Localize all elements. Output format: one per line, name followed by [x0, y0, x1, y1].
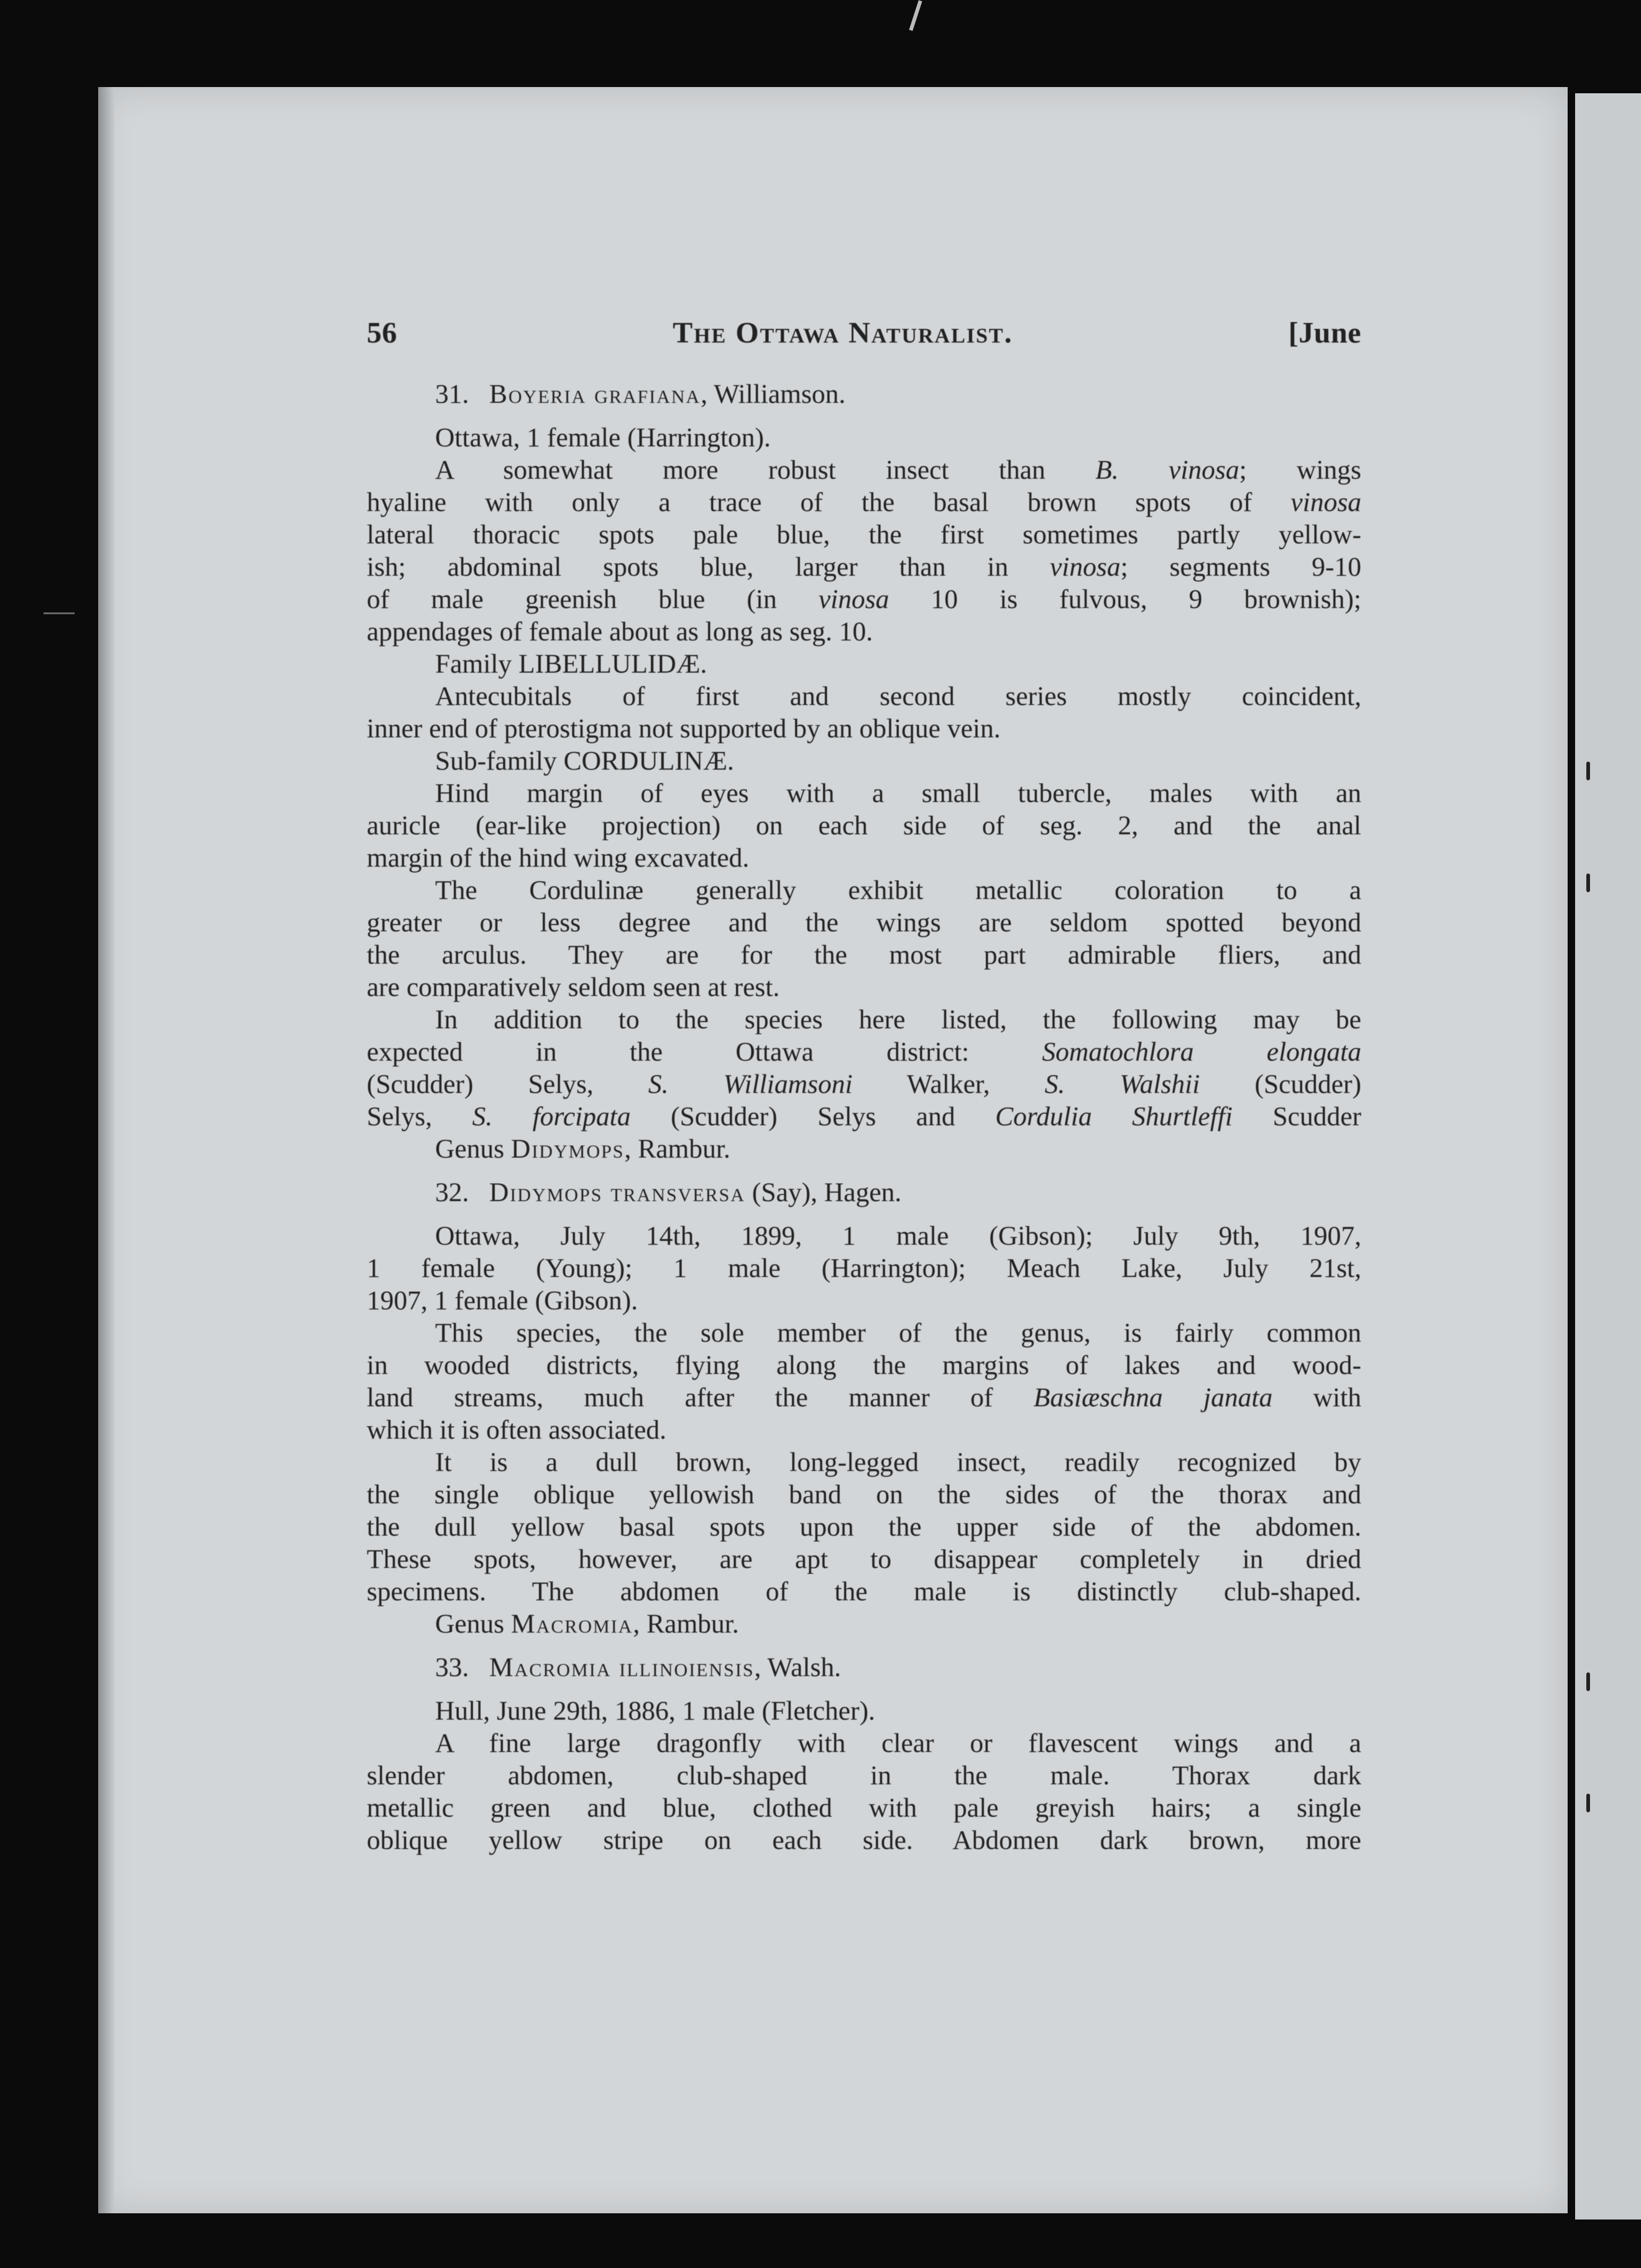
text-line: metallic green and blue, clothed with pale greyish hairs; a single [367, 1793, 1361, 1823]
genus-heading: Genus Didymops, Rambur. [435, 1134, 730, 1164]
text-line: In addition to the species here listed, the following may be [435, 1005, 1361, 1035]
text-line: Antecubitals of first and second series mostly coincident, [435, 681, 1361, 711]
locality-record: 1907, 1 female (Gibson). [367, 1286, 638, 1316]
locality-record: Ottawa, 1 female (Harrington). [435, 423, 771, 453]
text-line: slender abdomen, club-shaped in the male. Thorax dark [367, 1761, 1361, 1791]
text-line: which it is often associated. [367, 1415, 667, 1445]
text-line: of male greenish blue (in vinosa 10 is fulvous, 9 brownish); [367, 584, 1361, 614]
adjacent-page-mark [1586, 1794, 1590, 1812]
text-line: (Scudder) Selys, S. Williamsoni Walker, S. Walshii (Scudder) [367, 1069, 1362, 1099]
species-heading: 31. Boyeria grafiana, Williamson. [435, 379, 846, 409]
text-line: the arculus. They are for the most part admirable fliers, and [367, 940, 1361, 970]
adjacent-page-mark [1586, 874, 1590, 892]
page-text [367, 317, 1361, 1856]
locality-record: Hull, June 29th, 1886, 1 male (Fletcher). [435, 1696, 875, 1726]
text-line: the dull yellow basal spots upon the upper side of the abdomen. [367, 1512, 1361, 1542]
page-edge-shadow [98, 87, 114, 2213]
text-line: in wooded districts, flying along the margins of lakes and wood- [367, 1350, 1361, 1380]
text-line: auricle (ear-like projection) on each side of seg. 2, and the anal [367, 811, 1361, 841]
text-line: the single oblique yellowish band on the sides of the thorax and [367, 1480, 1361, 1510]
text-line: hyaline with only a trace of the basal brown spots of vinosa [367, 487, 1361, 517]
issue-label: [June [1288, 316, 1361, 349]
family-heading: Family LIBELLULIDÆ. [435, 649, 707, 679]
page-gutter [1569, 93, 1575, 2220]
adjacent-page-strip [1575, 93, 1641, 2220]
text-line: expected in the Ottawa district: Somatochlora elongata [367, 1037, 1361, 1067]
journal-title: The Ottawa Naturalist. [673, 316, 1013, 349]
page-number: 56 [367, 316, 397, 349]
text-line: Hind margin of eyes with a small tubercle, males with an [435, 778, 1361, 808]
genus-heading: Genus Macromia, Rambur. [435, 1609, 739, 1639]
species-heading: 32. Didymops transversa (Say), Hagen. [435, 1178, 902, 1207]
text-line: inner end of pterostigma not supported by an oblique vein. [367, 714, 1001, 744]
subfamily-heading: Sub-family CORDULINÆ. [435, 746, 734, 776]
locality-record: Ottawa, July 14th, 1899, 1 male (Gibson); July 9th, 1907, [435, 1221, 1361, 1251]
text-line: specimens. The abdomen of the male is distinctly club-shaped. [367, 1577, 1361, 1606]
text-line: Selys, S. forcipata (Scudder) Selys and Cordulia Shurtleffi Scudder [367, 1102, 1362, 1132]
locality-record: 1 female (Young); 1 male (Harrington); Meach Lake, July 21st, [367, 1253, 1361, 1283]
text-line: ish; abdominal spots blue, larger than in vinosa; segments 9-10 [367, 552, 1361, 582]
text-line: These spots, however, are apt to disappear completely in dried [367, 1544, 1361, 1574]
text-line: lateral thoracic spots pale blue, the first sometimes partly yellow- [367, 520, 1361, 550]
adjacent-page-mark [1586, 1672, 1590, 1691]
text-line: greater or less degree and the wings are seldom spotted beyond [367, 908, 1361, 938]
text-line: land streams, much after the manner of Basiæschna janata with [367, 1383, 1361, 1413]
running-header [367, 317, 1361, 349]
text-line: This species, the sole member of the genus, is fairly common [435, 1318, 1361, 1348]
scan-mark [44, 612, 75, 614]
species-heading: 33. Macromia illinoiensis, Walsh. [435, 1653, 842, 1682]
text-line: margin of the hind wing excavated. [367, 843, 750, 873]
text-line: appendages of female about as long as seg. 10. [367, 617, 873, 647]
text-line: The Cordulinæ generally exhibit metallic coloration to a [435, 875, 1361, 905]
adjacent-page-mark [1586, 762, 1590, 780]
text-line: A fine large dragonfly with clear or flavescent wings and a [435, 1728, 1361, 1758]
text-line: are comparatively seldom seen at rest. [367, 972, 780, 1002]
text-line: A somewhat more robust insect than B. vinosa; wings [435, 455, 1361, 485]
text-line: oblique yellow stripe on each side. Abdomen dark brown, more [367, 1825, 1361, 1855]
scan-speck [909, 0, 922, 30]
text-line: It is a dull brown, long-legged insect, readily recognized by [435, 1447, 1361, 1477]
